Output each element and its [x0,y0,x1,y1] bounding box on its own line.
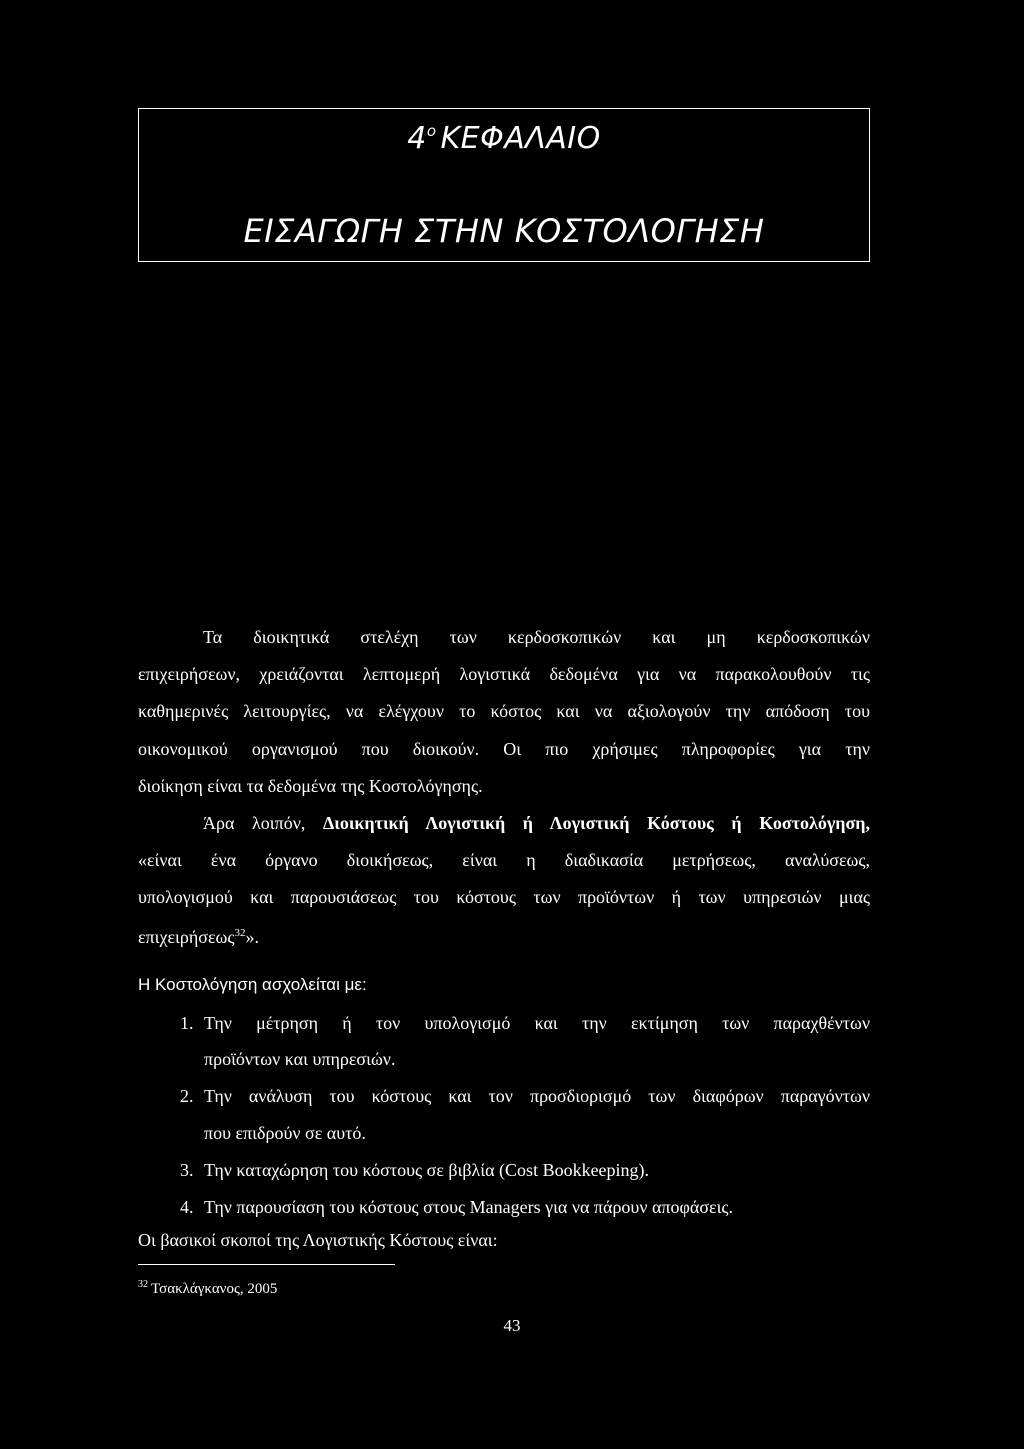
paragraph1-line: καθημερινές λειτουργίες, να ελέγχουν το κόστος και να αξιολογούν την απόδοση του [138,701,870,721]
list-item-text-continued: προϊόντων και υπηρεσιών. [204,1049,396,1069]
paragraph1-line: Τα διοικητικά στελέχη των κερδοσκοπικών και μη κερδοσκοπικών [203,627,870,647]
paragraph2-last-end: ». [245,927,260,947]
footnote-text: Τσακλάγκανος, 2005 [151,1281,278,1297]
list-item-text: Την καταχώρηση του κόστους σε βιβλία (Cost Bookkeeping). [204,1160,650,1180]
chapter-number: 4 [407,121,427,156]
list-item-text-continued: που επιδρούν σε αυτό. [204,1123,366,1143]
list-item-number: 1. [180,1013,194,1033]
bold-terms: Διοικητική Λογιστική ή Λογιστική Κόστους ή Κοστολόγηση, [322,813,870,833]
paragraph1-line: επιχειρήσεων, χρειάζονται λεπτομερή λογιστικά δεδομένα για να παρακολουθούν τις [138,664,870,684]
list-item-text: Την παρουσίαση του κόστους στους Managers για να πάρουν αποφάσεις. [204,1197,734,1217]
paragraph2-last-line [138,922,259,948]
chapter-heading [139,121,869,156]
list-intro: Η Κοστολόγηση ασχολείται με: [138,975,367,994]
footnote [138,1276,277,1298]
paragraph2-line: «είναι ένα όργανο διοικήσεως, είναι η διαδικασία μετρήσεως, αναλύσεως, [138,850,870,870]
chapter-number-suffix: ο [426,122,437,140]
chapter-header-box [138,108,870,262]
chapter-title: ΕΙΣΑΓΩΓΗ ΣΤΗΝ ΚΟΣΤΟΛΟΓΗΣΗ [243,212,765,250]
paragraph2-first-line [203,812,870,834]
footnote-reference: 32 [234,927,246,939]
paragraph2-line: υπολογισμού και παρουσιάσεως του κόστους των προϊόντων ή των υπηρεσιών μιας [138,887,870,907]
paragraph1-line: οικονομικού οργανισμού που διοικούν. Οι πιο χρήσιμες πληροφορίες για την [138,739,870,759]
list-item-number: 3. [180,1160,194,1180]
paragraph1-line: διοίκηση είναι τα δεδομένα της Κοστολόγησης. [138,776,483,796]
list-item-number: 4. [180,1197,194,1217]
chapter-label: ΚΕΦΑΛΑΙΟ [440,121,601,156]
list-item-number: 2. [180,1086,194,1106]
footnote-divider [138,1264,395,1265]
page-number: 43 [503,1316,521,1335]
footnote-number: 32 [138,1279,148,1290]
paragraph2-last-text: επιχειρήσεως [138,927,235,947]
paragraph2-intro: Άρα λοιπόν, [203,813,323,833]
closing-line: Οι βασικοί σκοποί της Λογιστικής Κόστους είναι: [138,1230,498,1250]
list-item-text: Την μέτρηση ή τον υπολογισμό και την εκτίμηση των παραχθέντων [204,1013,870,1033]
list-item-text: Την ανάλυση του κόστους και τον προσδιορισμό των διαφόρων παραγόντων [204,1086,870,1106]
